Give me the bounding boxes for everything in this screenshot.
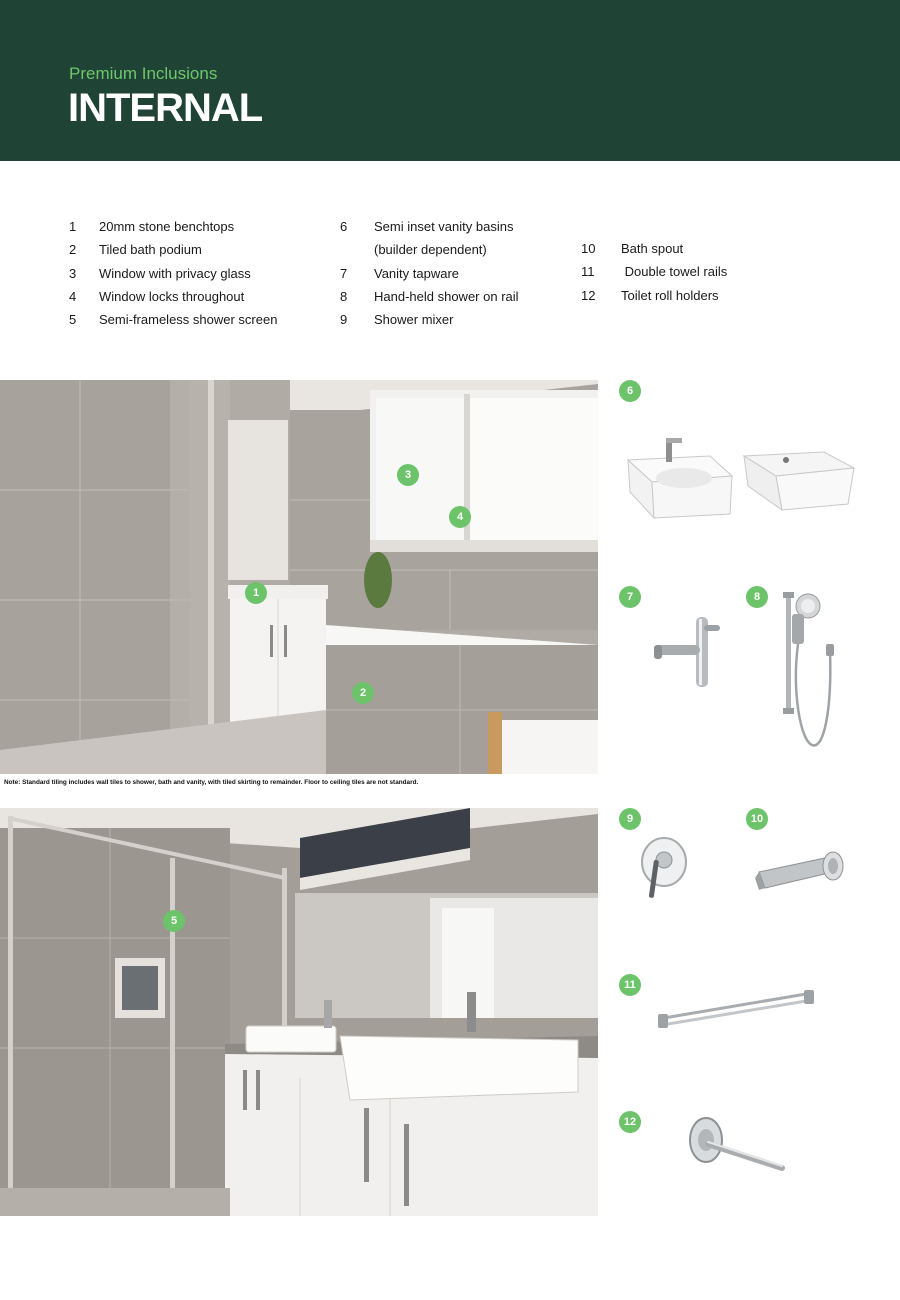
item-label: Semi inset vanity basins bbox=[374, 219, 514, 234]
product-badge-12: 12 bbox=[619, 1111, 641, 1133]
item-label: 20mm stone benchtops bbox=[99, 219, 235, 234]
item-number: 5 bbox=[69, 312, 77, 328]
bath-spout-image bbox=[755, 846, 850, 896]
list-item bbox=[69, 285, 277, 308]
item-label: Shower mixer bbox=[374, 312, 454, 328]
item-label: Double towel rails bbox=[621, 264, 728, 280]
product-badge-11: 11 bbox=[619, 974, 641, 996]
tiling-note: Note: Standard tiling includes wall tiles to shower, bath and vanity, with tiled skirting to remainder. Floor to ceiling tiles are not standard. bbox=[4, 779, 419, 786]
item-number: 11 bbox=[581, 264, 595, 280]
item-number: 4 bbox=[69, 288, 77, 304]
bathroom-photo-bath-image bbox=[0, 380, 598, 774]
inclusions-list-col2 bbox=[340, 215, 519, 331]
product-badge-7: 7 bbox=[619, 586, 641, 608]
list-item bbox=[581, 284, 727, 307]
list-item bbox=[69, 215, 277, 238]
product-badge-6: 6 bbox=[619, 380, 641, 402]
item-number: 9 bbox=[340, 312, 348, 328]
item-label: Window with privacy glass bbox=[99, 265, 251, 281]
list-item bbox=[69, 308, 277, 331]
list-item bbox=[69, 238, 277, 261]
item-number: 2 bbox=[69, 242, 77, 258]
list-item bbox=[581, 260, 727, 283]
item-label: Tiled bath podium bbox=[99, 242, 202, 258]
photo-badge-2: 2 bbox=[352, 682, 374, 704]
item-number: 6 bbox=[340, 219, 348, 234]
vanity-tap-image bbox=[652, 615, 722, 690]
item-number: 7 bbox=[340, 265, 348, 281]
list-item bbox=[340, 262, 519, 285]
item-label: Bath spout bbox=[621, 241, 684, 256]
item-label: Window locks throughout bbox=[99, 288, 245, 304]
item-number: 10 bbox=[581, 241, 596, 256]
item-label: Hand-held shower on rail bbox=[374, 288, 519, 304]
item-number bbox=[340, 238, 374, 261]
list-item bbox=[340, 215, 519, 238]
list-item bbox=[340, 308, 519, 331]
item-label: Semi-frameless shower screen bbox=[99, 312, 278, 328]
rail-shower-image bbox=[772, 590, 842, 760]
item-label: Toilet roll holders bbox=[621, 287, 719, 303]
vanity-basins-image bbox=[626, 432, 856, 522]
item-label: Vanity tapware bbox=[374, 265, 460, 281]
double-towel-rail-image bbox=[656, 982, 818, 1032]
list-item bbox=[340, 285, 519, 308]
item-number: 3 bbox=[69, 265, 77, 281]
page-header bbox=[0, 0, 900, 161]
inclusions-list-col1 bbox=[69, 215, 277, 331]
product-badge-9: 9 bbox=[619, 808, 641, 830]
inclusions-list-col3 bbox=[581, 237, 727, 307]
item-number: 8 bbox=[340, 288, 348, 304]
header-subtitle: Premium Inclusions bbox=[69, 64, 218, 83]
toilet-roll-holder-image bbox=[686, 1110, 790, 1180]
item-label: (builder dependent) bbox=[374, 242, 487, 258]
bathroom-photo-vanity-image bbox=[0, 808, 598, 1216]
product-badge-8: 8 bbox=[746, 586, 768, 608]
product-badge-10: 10 bbox=[746, 808, 768, 830]
photo-badge-1: 1 bbox=[245, 582, 267, 604]
bathroom-photo-bath bbox=[0, 380, 598, 774]
photo-badge-4: 4 bbox=[449, 506, 471, 528]
list-item bbox=[69, 262, 277, 285]
photo-badge-3: 3 bbox=[397, 464, 419, 486]
bathroom-photo-vanity bbox=[0, 808, 598, 1216]
shower-mixer-image bbox=[640, 836, 690, 901]
header-title: INTERNAL bbox=[68, 86, 263, 130]
list-item bbox=[581, 237, 727, 260]
list-item bbox=[340, 238, 519, 261]
photo-badge-5: 5 bbox=[163, 910, 185, 932]
item-number: 12 bbox=[581, 287, 596, 303]
item-number: 1 bbox=[69, 219, 77, 234]
